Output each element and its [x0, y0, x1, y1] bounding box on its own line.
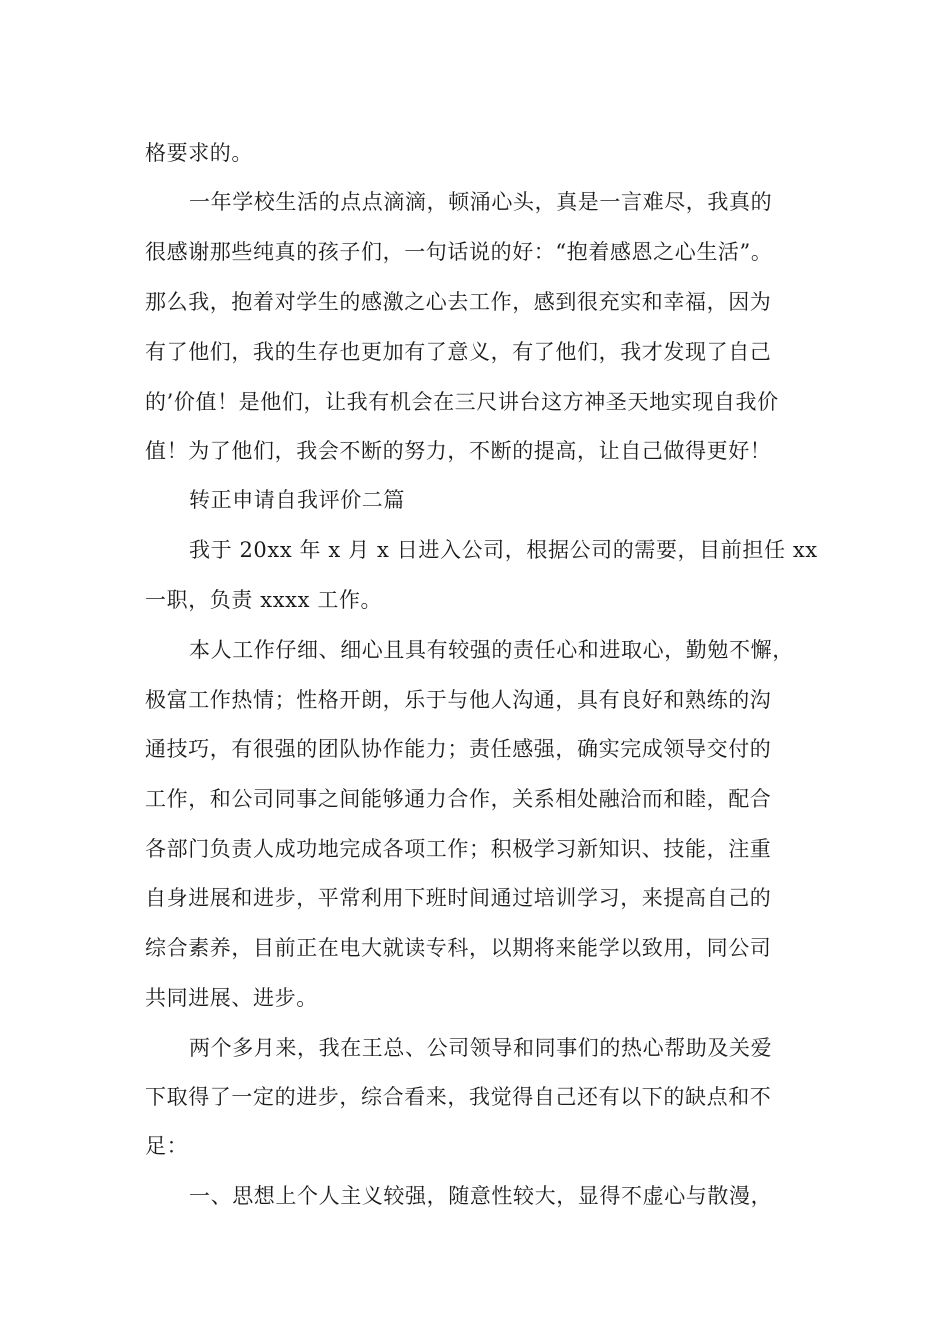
text-line: 值！为了他们，我会不断的努力，不断的提高，让自己做得更好！ — [145, 439, 772, 463]
text-line: 很感谢那些纯真的孩子们，一句话说的好：“抱着感恩之心生活”。 — [145, 240, 773, 264]
text-line: 各部门负责人成功地完成各项工作；积极学习新知识、技能，注重 — [145, 837, 772, 861]
text-line: 自身进展和进步，平常利用下班时间通过培训学习，来提高自己的 — [145, 886, 772, 910]
text-line: 足： — [145, 1134, 189, 1158]
paragraph-first-line: 一、思想上个人主义较强，随意性较大，显得不虚心与散漫， — [189, 1184, 773, 1208]
text-line: 下取得了一定的进步，综合看来，我觉得自己还有以下的缺点和不 — [145, 1085, 772, 1109]
text-line: 有了他们，我的生存也更加有了意义，有了他们，我才发现了自己 — [145, 340, 772, 364]
text-line: 那么我，抱着对学生的感激之心去工作，感到很充实和幸福，因为 — [145, 290, 772, 314]
text-line: 通技巧，有很强的团队协作能力；责任感强，确实完成领导交付的 — [145, 737, 772, 761]
paragraph-first-line: 我于 20xx 年 x 月 x 日进入公司，根据公司的需要，目前担任 xx — [189, 538, 818, 562]
text-line: 极富工作热情；性格开朗，乐于与他人沟通，具有良好和熟练的沟 — [145, 688, 772, 712]
text-line: 工作，和公司同事之间能够通力合作，关系相处融洽而和睦，配合 — [145, 787, 772, 811]
paragraph-first-line: 两个多月来，我在王总、公司领导和同事们的热心帮助及关爱 — [189, 1036, 773, 1060]
text-line: 综合素养，目前正在电大就读专科，以期将来能学以致用，同公司 — [145, 936, 772, 960]
paragraph-first-line: 本人工作仔细、细心且具有较强的责任心和进取心，勤勉不懈， — [189, 638, 794, 662]
section-heading: 转正申请自我评价二篇 — [189, 488, 405, 512]
text-line: 一职，负责 xxxx 工作。 — [145, 588, 383, 612]
text-line: 共同进展、进步。 — [145, 986, 318, 1010]
text-line: 格要求的。 — [145, 141, 253, 165]
text-line: 的’价值！是他们，让我有机会在三尺讲台这方神圣天地实现自我价 — [145, 390, 779, 414]
paragraph-first-line: 一年学校生活的点点滴滴，顿涌心头，真是一言难尽，我真的 — [189, 190, 773, 214]
